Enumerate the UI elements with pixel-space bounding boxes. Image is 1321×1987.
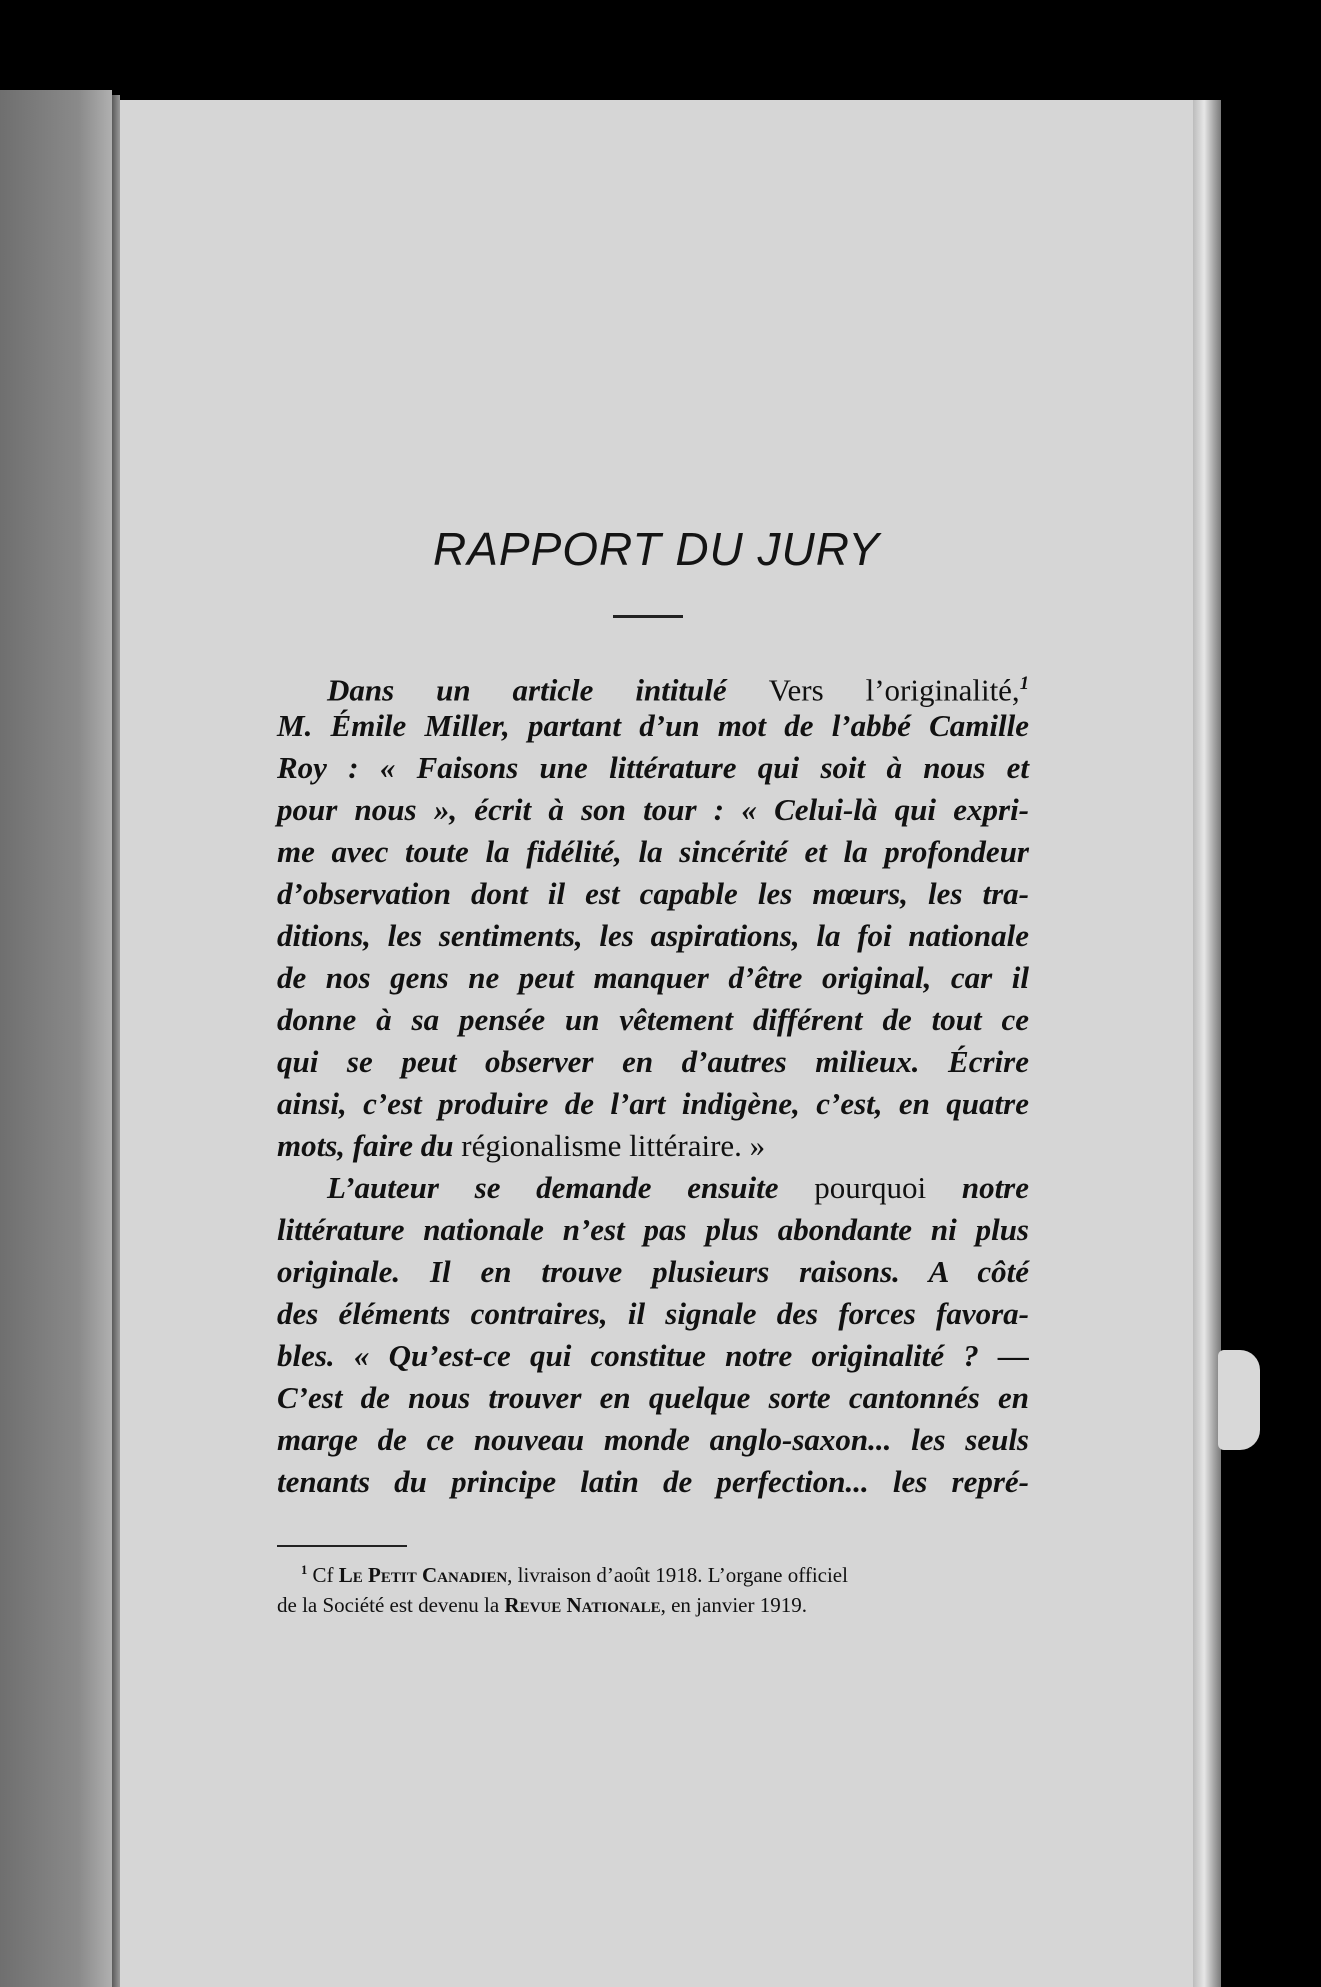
text-line <box>277 999 1029 1041</box>
text-line <box>277 1125 1029 1167</box>
text-run: C’est de nous trouver en quelque sorte cantonnés en <box>277 1380 1029 1415</box>
text-line <box>277 1041 1029 1083</box>
text-run: Dans un article intitulé <box>327 672 769 708</box>
text-run: pour nous », écrit à son tour : « Celui-là qui expri- <box>277 792 1029 827</box>
text-line <box>277 1461 1029 1503</box>
text-line <box>277 705 1029 747</box>
page-tab-marker <box>1218 1350 1260 1450</box>
book-binding-edge <box>1193 100 1221 1987</box>
text-line <box>277 789 1029 831</box>
text-run: ainsi, c’est produire de l’art indigène, c’est, en quatre <box>277 1086 1029 1121</box>
text-run: Le Petit Canadien <box>338 1563 508 1587</box>
text-line <box>277 1083 1029 1125</box>
text-line <box>277 1377 1029 1419</box>
text-line <box>277 663 1029 708</box>
text-run: , en janvier 1919. <box>660 1593 807 1617</box>
text-run: Cf <box>307 1563 339 1587</box>
footnote-marker: 1 <box>301 1563 308 1577</box>
text-line <box>277 873 1029 915</box>
text-line <box>277 1251 1029 1293</box>
text-run: Roy : « Faisons une littérature qui soit à nous et <box>277 750 1029 785</box>
text-run: mots, faire du <box>277 1128 462 1163</box>
text-run: qui se peut observer en d’autres milieux. Écrire <box>277 1044 1029 1079</box>
text-line <box>277 915 1029 957</box>
text-run: Vers l’originalité, <box>768 672 1020 708</box>
text-run: M. Émile Miller, partant d’un mot de l’abbé Camille <box>277 708 1029 743</box>
text-run: , livraison d’août 1918. L’organe officiel <box>507 1563 848 1587</box>
text-line <box>277 831 1029 873</box>
text-run: pourquoi <box>814 1170 962 1205</box>
text-run: de nos gens ne peut manquer d’être original, car il <box>277 960 1029 995</box>
text-run: donne à sa pensée un vêtement différent de tout ce <box>277 1002 1029 1037</box>
text-line <box>277 1335 1029 1377</box>
text-run: me avec toute la fidélité, la sincérité et la profondeur <box>277 834 1029 869</box>
text-run: littérature nationale n’est pas plus abondante ni plus <box>277 1212 1029 1247</box>
footnote <box>277 1555 1029 1620</box>
adjacent-page-edge <box>0 90 112 1987</box>
footnote-line <box>277 1590 1029 1620</box>
text-line <box>277 1293 1029 1335</box>
text-line <box>277 1167 1029 1209</box>
text-run: L’auteur se demande ensuite <box>327 1170 815 1205</box>
text-line <box>277 957 1029 999</box>
text-run: d’observation dont il est capable les mœurs, les tra- <box>277 876 1029 911</box>
page-gutter-shadow <box>112 95 120 1987</box>
text-run: régionalisme littéraire. » <box>461 1128 766 1163</box>
text-line <box>277 1209 1029 1251</box>
text-run: notre <box>961 1170 1030 1205</box>
chapter-title: RAPPORT DU JURY <box>433 523 880 575</box>
text-run: bles. « Qu’est-ce qui constitue notre originalité ? — <box>277 1338 1029 1373</box>
text-run: de la Société est devenu la <box>277 1593 505 1617</box>
text-line <box>277 1419 1029 1461</box>
text-run: originale. Il en trouve plusieurs raisons. A côté <box>277 1254 1029 1289</box>
body-text <box>277 663 1029 1503</box>
footnote-line <box>277 1555 1029 1590</box>
text-line <box>277 747 1029 789</box>
text-run: des éléments contraires, il signale des forces favora- <box>277 1296 1029 1331</box>
text-run: Revue Nationale <box>504 1593 661 1617</box>
text-run: marge de ce nouveau monde anglo-saxon... les seuls <box>277 1422 1029 1457</box>
footnote-marker: 1 <box>1019 673 1029 694</box>
footnote-rule <box>277 1545 407 1547</box>
text-run: tenants du principe latin de perfection... les repré- <box>277 1464 1029 1499</box>
title-rule <box>613 615 683 618</box>
text-run: ditions, les sentiments, les aspirations, la foi nationale <box>277 918 1029 953</box>
